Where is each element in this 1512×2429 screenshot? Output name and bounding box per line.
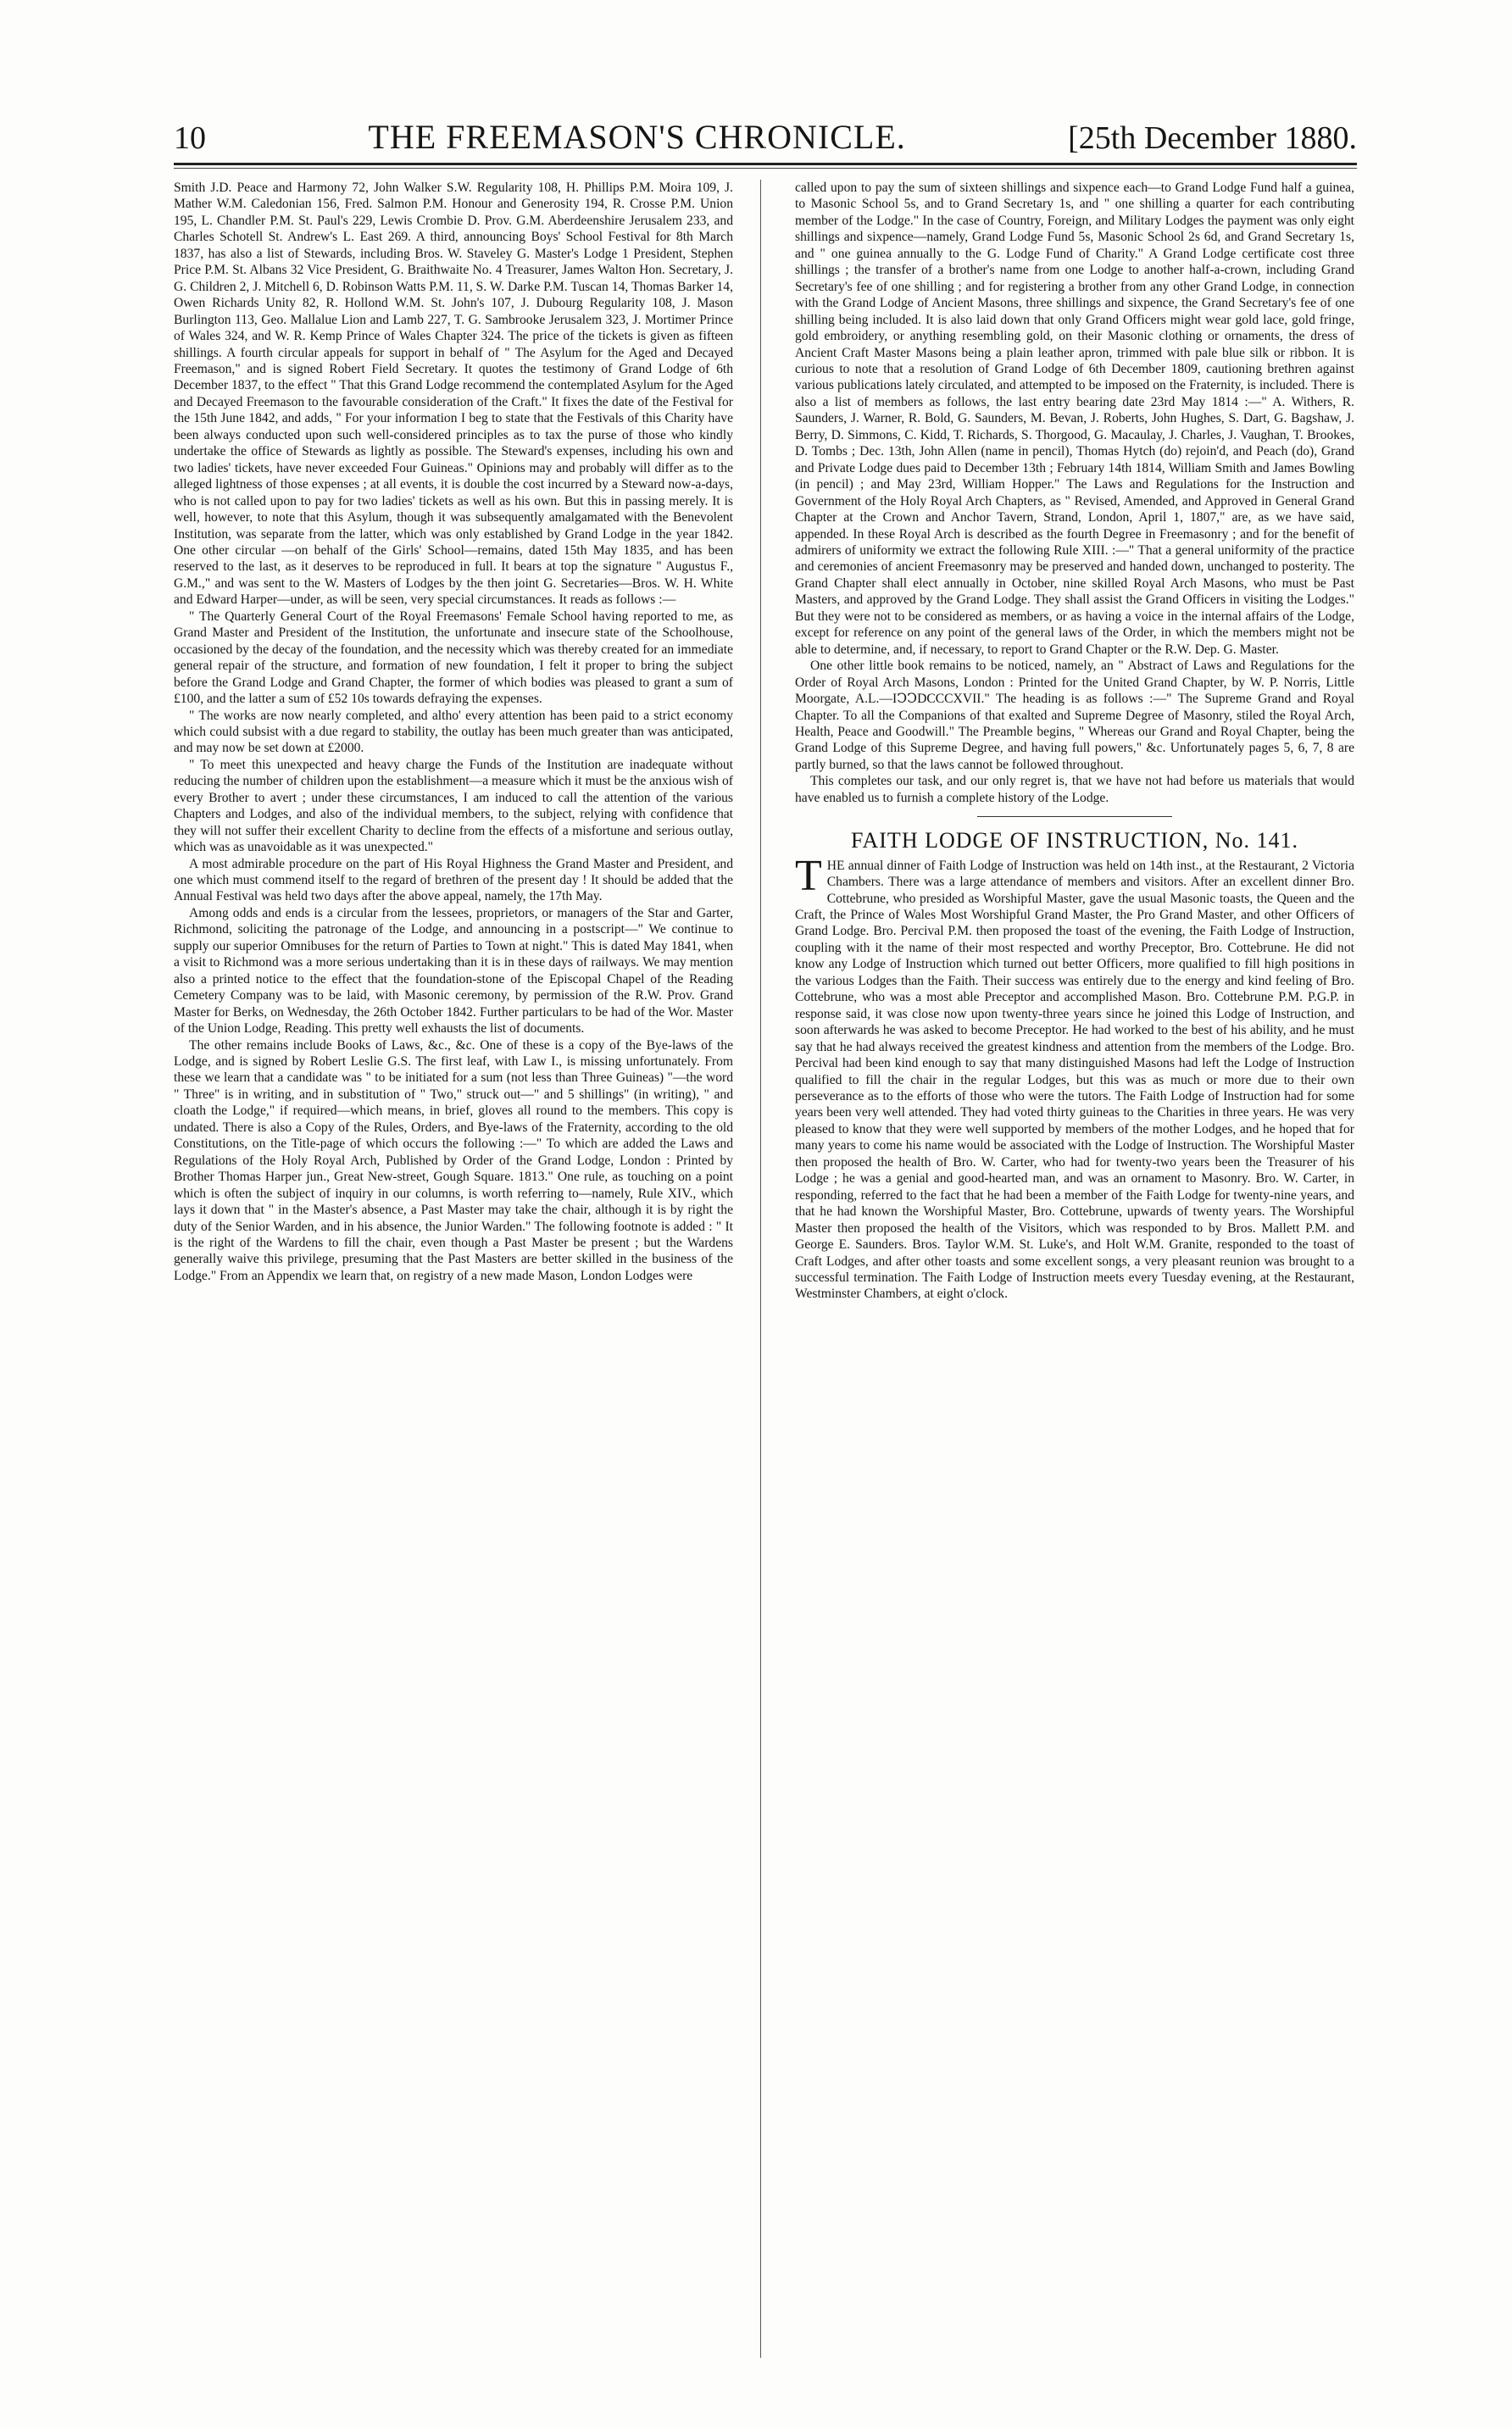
section-divider [977, 816, 1172, 817]
issue-date: [25th December 1880. [1068, 120, 1357, 156]
paragraph: A most admirable procedure on the part of His Royal Highness the Grand Master and President, and one which must commend itself to the regard of brethren of the present day ! It should be added that the Annual Festival was held two days after the above appeal, namely, the 17th May. [174, 856, 733, 904]
header-rule [174, 163, 1357, 165]
article-body-text: HE annual dinner of Faith Lodge of Instruction was held on 14th inst., at the Restaurant, 2 Victoria Chambers. There was a large attendance of members and visitors. After an excellent dinner Bro. Cottebrune, who presided as Worshipful Master, gave the usual Masonic toasts, the Queen and the Craft, the Prince of Wales Most Worshipful Grand Master, the Pro Grand Master, and other Officers of Grand Lodge. Bro. Percival P.M. then proposed the toast of the evening, the Faith Lodge of Instruction, coupling with it the name of their most respected and worthy Preceptor, Bro. Cottebrune. He did not know any Lodge of Instruction which turned out better Officers, more qualified to fill high positions in the various Lodges than the Faith. Their success was entirely due to the energy and kind feeling of Bro. Cottebrune, who was a most able Preceptor and accomplished Mason. Bro. Cottebrune P.M. P.G.P. in response said, it was close now upon twenty-three years since he joined this Lodge of Instruction, and soon afterwards he was asked to become Preceptor. He had worked to the best of his ability, and he must say that he had always received the greatest kindness and attention from the members of the Lodge. Bro. Percival had been kind enough to say that many distinguished Masons had left the Lodge of Instruction qualified to fill the chair in the regular Lodges, but this was as much or more due to their own perseverance as to the efforts of those who were the tutors. The Faith Lodge of Instruction had for some years been very well attended. They had voted thirty guineas to the Charities in three years. He was very pleased to know that they were well supported by members of the mother Lodges, and he hoped that for many years to come his name would be associated with the Lodge of Instruction. The Worshipful Master then proposed the health of Bro. W. Carter, who had for twenty-two years been the Treasurer of his Lodge ; he was a genial and good-hearted man, and was an ornament to Masonry. Bro. W. Carter, in responding, referred to the fact that he had been a member of the Faith Lodge for twenty-nine years, and that he had known the Worshipful Master, Bro. Cottebrune, upwards of twenty years. The Worshipful Master then proposed the health of the Visitors, which was responded to by Bros. Mallett P.M. and George E. Saunders. Bros. Taylor W.M. St. Luke's, and Holt W.M. Granite, responded to the toast of Craft Lodges, and after other toasts and some excellent songs, a very pleasant reunion was brought to a successful termination. The Faith Lodge of Instruction meets every Tuesday evening, at the Restaurant, Westminster Chambers, at eight o'clock. [795, 858, 1354, 1302]
quoted-paragraph: " The works are now nearly completed, and altho' every attention has been paid to a strict economy which could subsist with a due regard to stability, the outlay has been much greater than was anticipated, and may now be set down at £2000. [174, 708, 733, 756]
article-body [795, 851, 1354, 1303]
paragraph: Smith J.D. Peace and Harmony 72, John Walker S.W. Regularity 108, H. Phillips P.M. Moira 109, J. Mather W.M. Caledonian 156, Fred. Salmon P.M. Honour and Generosity 194, R. Crosse P.M. Union 195, L. Chandler P.M. St. Paul's 229, Lewis Crombie D. Prov. G.M. Aberdeenshire Jerusalem 233, and Charles Schotell St. Andrew's L. East 269. A third, announcing Boys' School Festival for 8th March 1837, has also a list of Stewards, including Bros. W. Staveley G. Master's Lodge 1 President, Stephen Price P.M. St. Albans 32 Vice President, G. Braithwaite No. 4 Treasurer, James Walton Hon. Secretary, J. G. Children 2, J. Mitchell 6, D. Robinson Watts P.M. 11, S. W. Darke P.M. Tuscan 14, Thomas Barker 14, Owen Richards Unity 82, R. Hollond W.M. St. John's 107, J. Dubourg Regularity 108, J. Mason Burlington 113, Geo. Mallalue Lion and Lamb 227, T. G. Sambrooke Jerusalem 323, J. Mortimer Prince of Wales 324, and W. R. Kemp Prince of Wales Chapter 324. The price of the tickets is given as fifteen shillings. A fourth circular appeals for support in behalf of " The Asylum for the Aged and Decayed Freemason," and is signed Robert Field Secretary. It quotes the testimony of Grand Lodge of 6th December 1837, to the effect " That this Grand Lodge recommend the contemplated Asylum for the Aged and Decayed Freemason to the favourable consideration of the Craft." It fixes the date of the Festival for the 15th June 1842, and adds, " For your information I beg to state that the Festivals of this Charity have been always conducted upon such well-considered principles as to tax the purse of those who kindly undertake the office of Stewards as lightly as possible. The Steward's expenses, including his own and two ladies' tickets, have never exceeded Four Guineas." Opinions may and probably will differ as to the alleged lightness of those expenses ; at all events, it is double the cost incurred by a Steward now-a-days, who is not called upon to pay for two ladies' tickets as well as his own. But this in passing merely. It is well, however, to note that this Asylum, though it was subsequently amalgamated with the Benevolent Institution, was separate from the latter, which was only established by Grand Lodge in the year 1842. One other circular —on behalf of the Girls' School—remains, dated 15th May 1835, and has been reserved to the last, as it deserves to be reproduced in full. It bears at top the signature " Augustus F., G.M.," and was sent to the W. Masters of Lodges by the then joint G. Secretaries—Bros. W. H. White and Edward Harper—under, as will be seen, very special circumstances. It reads as follows :— [174, 181, 733, 608]
column-divider [760, 180, 761, 2358]
paragraph: One other little book remains to be noticed, namely, an " Abstract of Laws and Regulations for the Order of Royal Arch Masons, London : Printed for the United Grand Chapter, by W. P. Norris, Little Moorgate, A.L.—IↃↃDCCCXVII." The heading is as follows :—" The Supreme Grand and Royal Chapter. To all the Companions of that exalted and Supreme Degree of Masonry, stiled the Royal Arch, Health, Peace and Goodwill." The Preamble begins, " Whereas our Grand and Royal Chapter, being the Grand Lodge of this Supreme Degree, and having full powers," &c. Unfortunately pages 5, 6, 7, 8 are partly burned, so that the laws cannot be followed throughout. [795, 659, 1354, 772]
right-column [795, 180, 1354, 2358]
paragraph: The other remains include Books of Laws, &c., &c. One of these is a copy of the Bye-laws of the Lodge, and is signed by Robert Leslie G.S. The first leaf, with Law I., is missing unfortunately. From these we learn that a candidate was " to be initiated for a sum (not less than Three Guineas) "—the word " Three" is in writing, and in substitution of " Two," struck out—" and 5 shillings" (in writing), " and cloath the Lodge," if required—which means, in brief, gloves all round to the members. This copy is undated. There is also a Copy of the Rules, Orders, and Bye-laws of the Fraternity, according to the old Constitutions, on the Title-page of which occurs the following :—" To which are added the Laws and Regulations of the Holy Royal Arch, Published by Order of the Grand Lodge, London : Printed by Brother Thomas Harper jun., Great New-street, Gough Square. 1813." One rule, as touching on a point which is often the subject of inquiry in our columns, is worth referring to—namely, Rule XIV., which lays it down that " in the Master's absence, a Past Master may take the chair, although it is by right the duty of the Senior Warden, and in his absence, the Junior Warden." The following footnote is added : " It is the right of the Wardens to fill the chair, even though a Past Master be present ; but the Wardens generally waive this privilege, presuming that the Past Masters are better skilled in the business of the Lodge." From an Appendix we learn that, on registry of a new made Mason, London Lodges were [174, 1037, 733, 1283]
page-header [174, 117, 1357, 161]
paragraph: This completes our task, and our only regret is, that we have not had before us materials that would have enabled us to furnish a complete history of the Lodge. [795, 774, 1354, 805]
quoted-paragraph: " The Quarterly General Court of the Royal Freemasons' Female School having reported to me, as Grand Master and President of the Institution, the unfortunate and insecure state of the Schoolhouse, occasioned by the decay of the foundation, and the necessity which was thereby created for an immediate general repair of the structure, and formation of new foundation, I felt it proper to bring the subject before the Grand Lodge and Grand Chapter, the former of which bodies was pleased to grant a sum of £100, and the latter a sum of £52 10s towards defraying the expenses. [174, 609, 733, 707]
page-number: 10 [174, 120, 206, 156]
article-title: FAITH LODGE OF INSTRUCTION, No. 141. [850, 828, 1299, 853]
left-column [174, 180, 733, 2358]
quoted-paragraph: " To meet this unexpected and heavy charge the Funds of the Institution are inadequate without reducing the number of children upon the establishment—a measure which it must be the anxious wish of every Brother to avert ; under these circumstances, I am induced to call the attention of the various Chapters and Lodges, and also of the individual members, to the subject, relying with confidence that they will not suffer their excellent Charity to decline from the effects of a misfortune and serious outlay, which was as unavoidable as it was unexpected." [174, 757, 733, 855]
masthead-title: THE FREEMASON'S CHRONICLE. [368, 118, 906, 156]
drop-cap: T [795, 851, 822, 900]
paragraph: Among odds and ends is a circular from the lessees, proprietors, or managers of the Star and Garter, Richmond, soliciting the patronage of the Lodge, and announcing in a postscript—" We continue to supply our superior Omnibuses for the return of Parties to Town at night." This is dated May 1841, when a visit to Richmond was a more serious undertaking than it is in these days of railways. We may mention also a printed notice to the effect that the foundation-stone of the Episcopal Chapel of the Reading Cemetery Company was to be laid, with Masonic ceremony, by permission of the R.W. Prov. Grand Master for Berks, on Wednesday, the 26th October 1842. Further particulars to be had of the Wor. Master of the Union Lodge, Reading. This pretty well exhausts the list of documents. [174, 905, 733, 1037]
paragraph: called upon to pay the sum of sixteen shillings and sixpence each—to Grand Lodge Fund half a guinea, to Masonic School 5s, and to Grand Secretary 1s, and " one shilling a quarter for each contributing member of the Lodge." In the case of Country, Foreign, and Military Lodges the payment was only eight shillings and sixpence—namely, Grand Lodge Fund 5s, Masonic School 2s 6d, and Grand Secretary 1s, and " one guinea annually to the G. Lodge Fund of Charity." A Grand Lodge certificate cost three shillings ; the transfer of a brother's name from one Lodge to another half-a-crown, including Grand Secretary's fee of one shilling ; and for registering a brother from any other Grand Lodge, in connection with the Grand Lodge of Ancient Masons, three shillings and sixpence, the Grand Secretary's fee of one shilling being included. It is also laid down that only Grand Officers might wear gold lace, gold fringe, gold embroidery, or anything resembling gold, on their Masonic clothing or ornaments, the dress of Ancient Craft Master Masons being a plain leather apron, trimmed with pale blue silk or ribbon. It is curious to note that a resolution of Grand Lodge of 6th December 1809, cautioning brethren against various publications lately circulated, and attempted to be imposed on the Fraternity, is included. There is also a list of members as follows, the last entry bearing date 23rd May 1814 :—" A. Withers, R. Saunders, J. Warner, R. Bold, G. Saunders, M. Bevan, J. Roberts, John Hughes, S. Dart, G. Bagshaw, J. Berry, D. Simmons, C. Kidd, T. Richards, S. Thorgood, G. Macaulay, J. Charles, J. Vaughan, T. Brookes, D. Tombs ; Dec. 13th, John Allen (name in pencil), Thomas Hytch (do) rejoin'd, and Peach (do), Grand and Private Lodge dues paid to December 13th ; February 14th 1814, William Smith and James Bowling (in pencil) ; and May 23rd, William Hopper." The Laws and Regulations for the Instruction and Government of the Holy Royal Arch Chapters, as " Revised, Amended, and Approved in General Grand Chapter at the Crown and Anchor Tavern, Strand, London, April 1, 1807," are, as we have said, appended. In these Royal Arch is described as the fourth Degree in Freemasonry ; and for the benefit of admirers of uniformity we extract the following Rule XIII. :—" That a general uniformity of the practice and ceremonies of ancient Freemasonry may be preserved and handed down, unchanged to posterity. The Grand Chapter shall elect annually in October, nine skilled Royal Arch Masons, who must be Past Masters, and approved by the Grand Lodge. They shall assist the Grand Officers in visiting the Lodges." But they were not to be considered as members, or as having a voice in the internal affairs of the Lodge, except for reference on any point of the general laws of the Order, in which the members might not be able to determine, and, if necessary, to report to Grand Chapter or the R.W. Dep. G. Master. [795, 181, 1354, 657]
header-rule-thin [174, 168, 1357, 169]
